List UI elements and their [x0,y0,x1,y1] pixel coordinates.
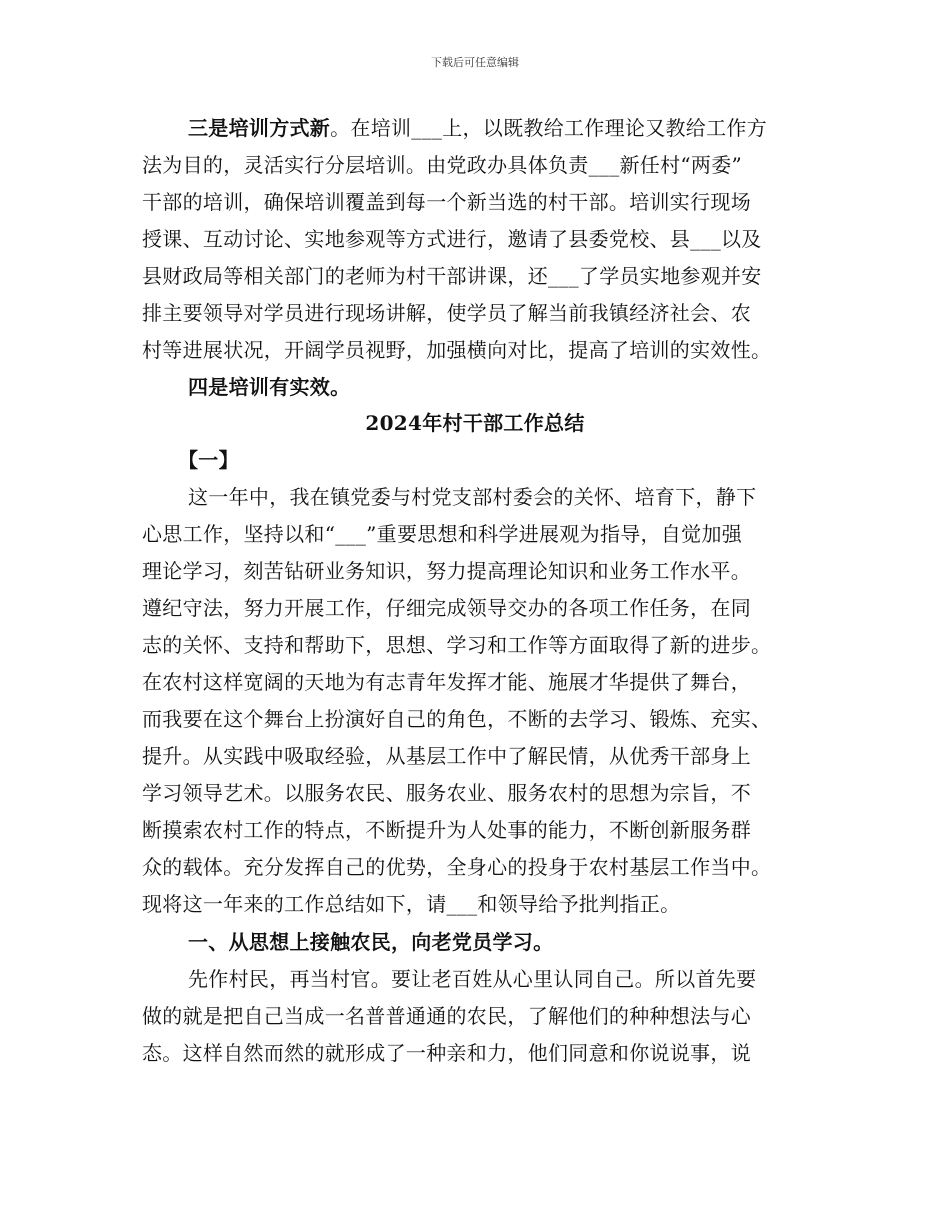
paragraph-line: 学习领导艺术。以服务农民、服务农业、服务农村的思想为宗旨，不 [142,781,751,805]
paragraph-line: 态。这样自然而然的就形成了一种亲和力，他们同意和你说说事，说 [142,1041,751,1065]
document-title: 2024年村干部工作总结 [365,411,585,435]
section-heading: 三是培训方式新 [188,116,331,140]
paragraph-line: 志的关怀、支持和帮助下，思想、学习和工作等方面取得了新的进步。 [142,633,772,657]
paragraph-line: 遵纪守法，努力开展工作，仔细完成领导交办的各项工作任务，在同 [142,596,751,620]
part-label: 【一】 [178,448,239,472]
paragraph-line: 做的就是把自己当成一名普普通通的农民，了解他们的种种想法与心 [142,1004,751,1028]
paragraph-line: 断摸索农村工作的特点，不断提升为人处事的能力，不断创新服务群 [142,818,751,842]
paragraph-line: 授课、互动讨论、实地参观等方式进行，邀请了县委党校、县___以及 [142,227,762,251]
paragraph-line: 而我要在这个舞台上扮演好自己的角色，不断的去学习、锻炼、充实、 [142,707,772,731]
section-heading: 一、从思想上接触农民，向老党员学习。 [188,930,554,954]
paragraph-line: 这一年中，我在镇党委与村党支部村委会的关怀、培育下，静下 [188,485,757,509]
paragraph-line: 法为目的，灵活实行分层培训。由党政办具体负责___新任村“两委” [142,153,743,177]
paragraph-line: 村等进展状况，开阔学员视野，加强横向对比，提高了培训的实效性。 [142,338,772,362]
section-heading: 四是培训有实效。 [188,375,351,399]
paragraph-text: 。在培训___上，以既教给工作理论又教给工作方 [330,116,768,140]
paragraph-line: 心思工作，坚持以和“___”重要思想和科学进展观为指导，自觉加强 [142,522,743,546]
paragraph-line: 县财政局等相关部门的老师为村干部讲课，还___了学员实地参观并安 [142,264,762,288]
paragraph-line: 先作村民，再当村官。要让老百姓从心里认同自己。所以首先要 [188,967,757,991]
paragraph-line: 排主要领导对学员进行现场讲解，使学员了解当前我镇经济社会、农 [142,301,751,325]
page-header: 下载后可任意编辑 [431,56,519,69]
paragraph-line: 干部的培训，确保培训覆盖到每一个新当选的村干部。培训实行现场 [142,190,751,214]
paragraph-line: 现将这一年来的工作总结如下，请___和领导给予批判指正。 [142,892,681,916]
paragraph-line: 理论学习，刻苦钻研业务知识，努力提高理论知识和业务工作水平。 [142,559,751,583]
paragraph-line: 提升。从实践中吸取经验，从基层工作中了解民情，从优秀干部身上 [142,744,751,768]
paragraph-line [188,116,828,140]
paragraph-line: 在农村这样宽阔的天地为有志青年发挥才能、施展才华提供了舞台， [142,670,751,694]
paragraph-line: 众的载体。充分发挥自己的优势，全身心的投身于农村基层工作当中。 [142,855,772,879]
